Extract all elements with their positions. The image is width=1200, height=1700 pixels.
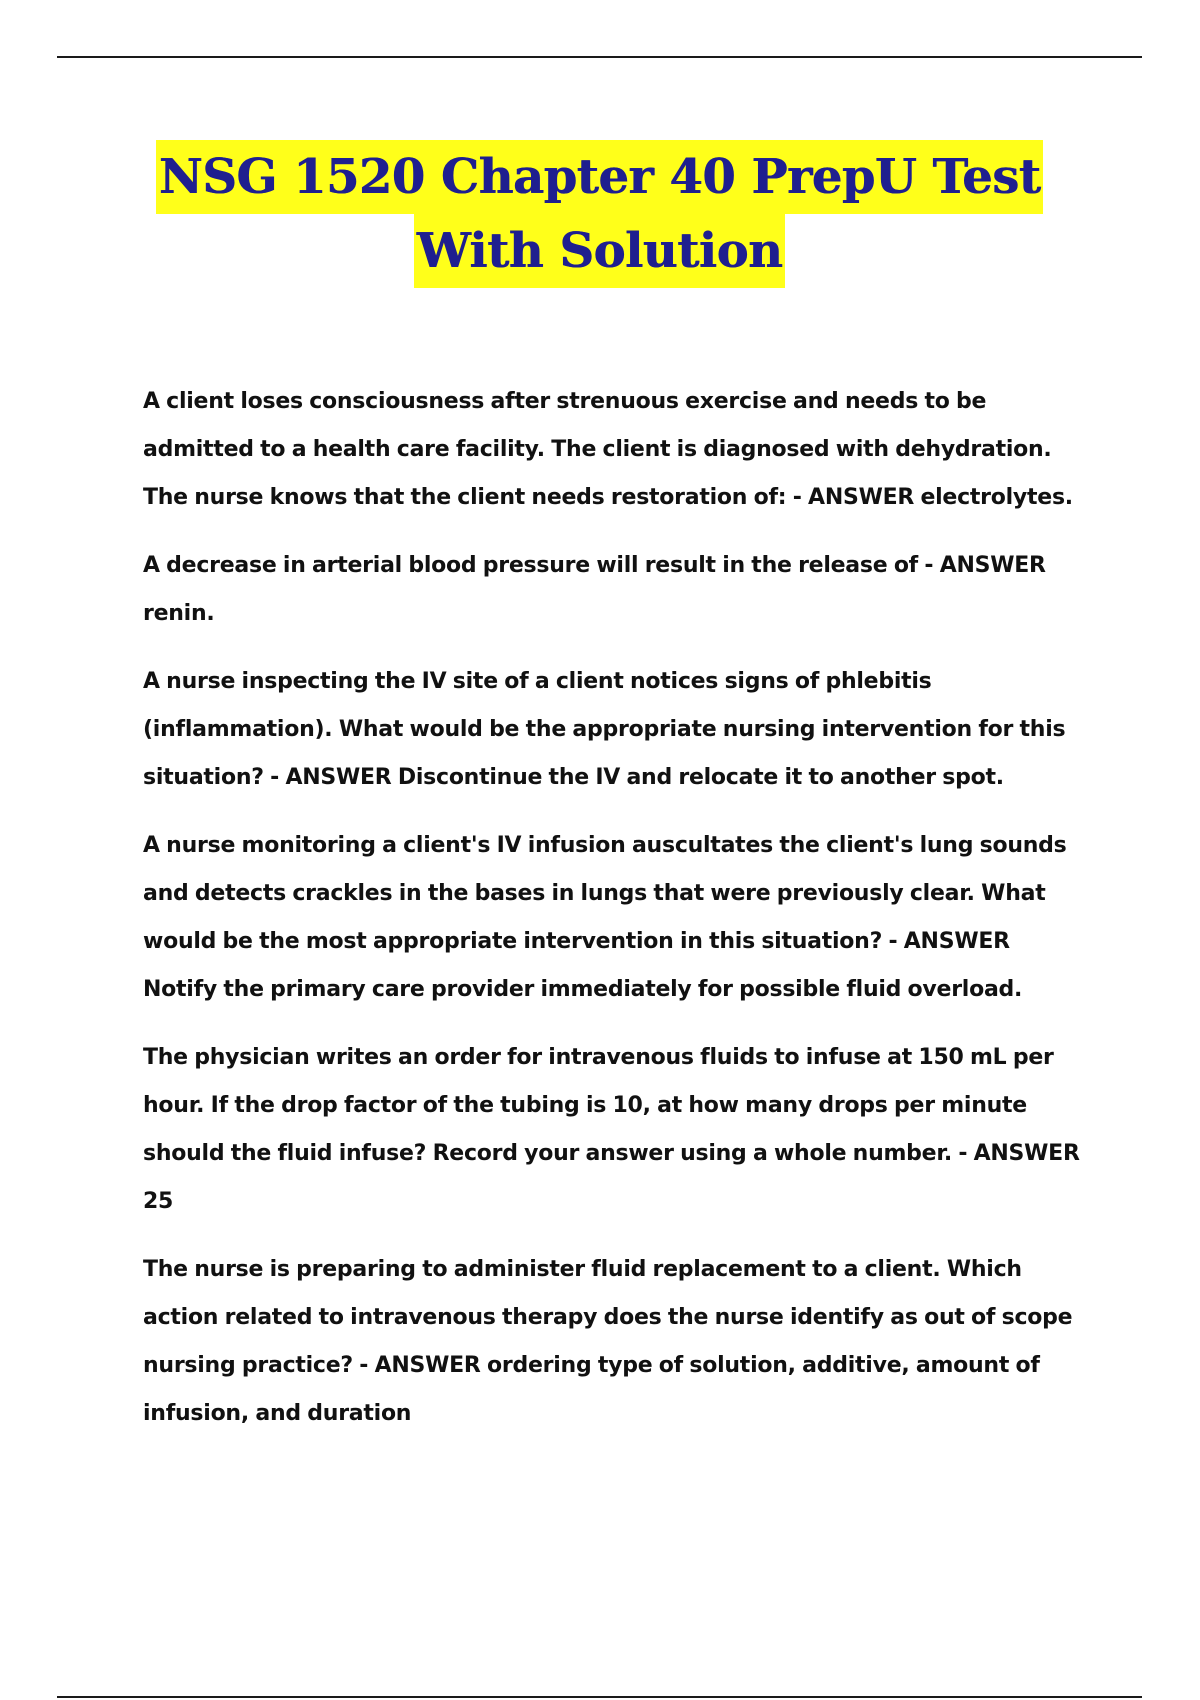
qa-item-3: A nurse inspecting the IV site of a client notices signs of phlebitis (inflammation). What would be the appropriate nursing intervention for this situation? - ANSWER Discontinue the IV and relocate it to another spot.: [143, 669, 1066, 790]
document-title: [57, 140, 1142, 288]
qa-list: [143, 378, 1083, 1458]
bottom-divider: [57, 1696, 1142, 1698]
qa-item-2: A decrease in arterial blood pressure will result in the release of - ANSWER renin.: [143, 553, 1046, 626]
qa-item-5: The physician writes an order for intravenous fluids to infuse at 150 mL per hour. If the drop factor of the tubing is 10, at how many drops per minute should the fluid infuse? Record your answer using a whole number. - ANSWER 25: [143, 1045, 1080, 1214]
title-line-2: With Solution: [414, 214, 786, 288]
qa-item-1: A client loses consciousness after strenuous exercise and needs to be admitted to a health care facility. The client is diagnosed with dehydration. The nurse knows that the client needs restoration of: - ANSWER electrolytes.: [143, 389, 1073, 510]
title-line-1: NSG 1520 Chapter 40 PrepU Test: [156, 140, 1044, 214]
qa-item-6: The nurse is preparing to administer fluid replacement to a client. Which action related to intravenous therapy does the nurse identify as out of scope nursing practice? - ANSWER ordering type of solution, additive, amount of infusion, and duration: [143, 1257, 1073, 1426]
qa-item-4: A nurse monitoring a client's IV infusion auscultates the client's lung sounds and detects crackles in the bases in lungs that were previously clear. What would be the most appropriate intervention in this situation? - ANSWER Notify the primary care provider immediately for possible fluid overload.: [143, 833, 1067, 1002]
top-divider: [57, 56, 1142, 58]
